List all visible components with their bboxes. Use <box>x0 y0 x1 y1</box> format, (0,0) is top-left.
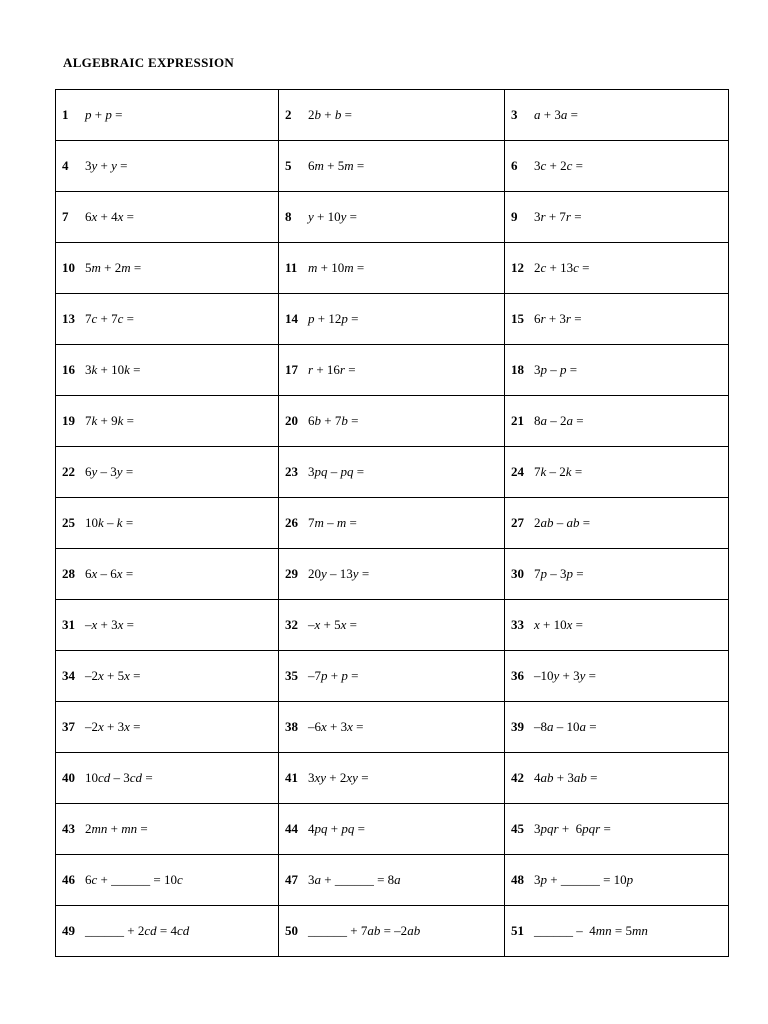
problem-number: 5 <box>285 158 292 173</box>
problem-number: 39 <box>511 719 524 734</box>
problem-cell <box>279 906 505 957</box>
problem-cell <box>279 396 505 447</box>
problem-number: 11 <box>285 260 298 275</box>
problem-expression: 7k – 2k = <box>534 464 583 479</box>
problem-expression: –2x + 5x = <box>85 668 141 683</box>
problem-number: 36 <box>511 668 524 683</box>
problem-expression: 2c + 13c = <box>534 260 590 275</box>
problem-cell <box>279 549 505 600</box>
problem-expression: 3a + ______ = 8a <box>308 872 401 887</box>
problem-expression: m + 10m = <box>308 260 365 275</box>
problem-number: 41 <box>285 770 298 785</box>
problem-number: 49 <box>62 923 75 938</box>
problem-number: 23 <box>285 464 298 479</box>
problem-number: 47 <box>285 872 298 887</box>
problem-cell <box>279 651 505 702</box>
problem-expression: –8a – 10a = <box>534 719 597 734</box>
problem-cell <box>279 90 505 141</box>
problem-row <box>56 651 729 702</box>
problem-number: 34 <box>62 668 75 683</box>
problem-cell <box>279 141 505 192</box>
problem-number: 14 <box>285 311 298 326</box>
problem-number: 10 <box>62 260 75 275</box>
problem-table-body <box>56 90 729 957</box>
problem-number: 9 <box>511 209 518 224</box>
problem-cell <box>505 651 729 702</box>
problem-cell <box>505 294 729 345</box>
problem-number: 25 <box>62 515 75 530</box>
worksheet-title: ALGEBRAIC EXPRESSION <box>63 55 235 70</box>
problem-cell <box>505 396 729 447</box>
problem-cell <box>505 141 729 192</box>
problem-number: 29 <box>285 566 298 581</box>
problem-row <box>56 294 729 345</box>
problem-cell <box>56 447 279 498</box>
problem-number: 32 <box>285 617 298 632</box>
problem-cell <box>279 447 505 498</box>
problem-row <box>56 753 729 804</box>
problem-cell <box>505 447 729 498</box>
problem-row <box>56 345 729 396</box>
problem-cell <box>56 498 279 549</box>
problem-cell <box>279 804 505 855</box>
problem-expression: 7c + 7c = <box>85 311 134 326</box>
problem-expression: 3p + ______ = 10p <box>534 872 634 887</box>
problem-number: 43 <box>62 821 75 836</box>
problem-number: 48 <box>511 872 524 887</box>
problem-row <box>56 600 729 651</box>
problem-expression: 3y + y = <box>85 158 128 173</box>
problem-number: 33 <box>511 617 524 632</box>
problem-number: 6 <box>511 158 518 173</box>
problem-cell <box>505 804 729 855</box>
problem-expression: a + 3a = <box>534 107 578 122</box>
problem-row <box>56 396 729 447</box>
problem-expression: y + 10y = <box>308 209 357 224</box>
problem-number: 3 <box>511 107 518 122</box>
problem-row <box>56 243 729 294</box>
problem-number: 13 <box>62 311 75 326</box>
problem-row <box>56 192 729 243</box>
problem-cell <box>56 192 279 243</box>
problem-cell <box>279 294 505 345</box>
problem-number: 8 <box>285 209 292 224</box>
problem-number: 22 <box>62 464 75 479</box>
problem-cell <box>505 600 729 651</box>
problem-number: 46 <box>62 872 75 887</box>
problem-expression: 10cd – 3cd = <box>85 770 153 785</box>
problem-cell <box>279 702 505 753</box>
problem-cell <box>279 192 505 243</box>
problem-cell <box>56 651 279 702</box>
problem-number: 18 <box>511 362 524 377</box>
problem-cell <box>505 549 729 600</box>
problem-cell <box>56 804 279 855</box>
problem-number: 19 <box>62 413 75 428</box>
problem-expression: 3c + 2c = <box>534 158 583 173</box>
problem-number: 50 <box>285 923 298 938</box>
problem-cell <box>279 753 505 804</box>
problem-expression: 6y – 3y = <box>85 464 134 479</box>
problem-expression: 6r + 3r = <box>534 311 582 326</box>
problem-number: 16 <box>62 362 75 377</box>
problem-expression: 8a – 2a = <box>534 413 584 428</box>
problem-number: 44 <box>285 821 298 836</box>
problem-number: 28 <box>62 566 75 581</box>
problem-cell <box>505 90 729 141</box>
problem-expression: 6b + 7b = <box>308 413 359 428</box>
problem-expression: 7m – m = <box>308 515 357 530</box>
problem-cell <box>56 600 279 651</box>
problem-expression: 7p – 3p = <box>534 566 584 581</box>
problem-expression: p + p = <box>85 107 123 122</box>
problem-cell <box>279 600 505 651</box>
problem-number: 15 <box>511 311 524 326</box>
problem-number: 40 <box>62 770 75 785</box>
problem-number: 4 <box>62 158 69 173</box>
problem-number: 38 <box>285 719 298 734</box>
problem-expression: 3xy + 2xy = <box>308 770 369 785</box>
problem-expression: 4ab + 3ab = <box>534 770 598 785</box>
problem-row <box>56 855 729 906</box>
problem-number: 17 <box>285 362 298 377</box>
problem-number: 26 <box>285 515 298 530</box>
problem-expression: 20y – 13y = <box>308 566 370 581</box>
problem-number: 42 <box>511 770 524 785</box>
problem-row <box>56 906 729 957</box>
problem-expression: –x + 5x = <box>308 617 357 632</box>
problem-row <box>56 804 729 855</box>
problem-expression: x + 10x = <box>534 617 583 632</box>
problem-cell <box>56 294 279 345</box>
problem-row <box>56 141 729 192</box>
problem-row <box>56 90 729 141</box>
problem-expression: 3p – p = <box>534 362 578 377</box>
problem-expression: –6x + 3x = <box>308 719 364 734</box>
problem-expression: ______ + 2cd = 4cd <box>85 923 190 938</box>
problem-cell <box>56 141 279 192</box>
problem-expression: –10y + 3y = <box>534 668 596 683</box>
problem-number: 31 <box>62 617 75 632</box>
problem-expression: 3k + 10k = <box>85 362 141 377</box>
problem-expression: ______ – 4mn = 5mn <box>534 923 648 938</box>
problem-expression: ______ + 7ab = –2ab <box>308 923 421 938</box>
problem-expression: 10k – k = <box>85 515 134 530</box>
problem-number: 20 <box>285 413 298 428</box>
problem-cell <box>56 345 279 396</box>
problem-row <box>56 498 729 549</box>
problem-expression: 4pq + pq = <box>308 821 365 836</box>
problem-cell <box>56 396 279 447</box>
problem-expression: 5m + 2m = <box>85 260 142 275</box>
problem-expression: p + 12p = <box>308 311 359 326</box>
problem-expression: 6x + 4x = <box>85 209 134 224</box>
problem-expression: 2mn + mn = <box>85 821 148 836</box>
problem-cell <box>56 855 279 906</box>
problem-expression: 3pqr + 6pqr = <box>534 821 611 836</box>
problem-expression: 6m + 5m = <box>308 158 365 173</box>
problem-expression: –x + 3x = <box>85 617 134 632</box>
problem-number: 12 <box>511 260 524 275</box>
problem-row <box>56 549 729 600</box>
problem-expression: 7k + 9k = <box>85 413 134 428</box>
problem-cell <box>56 549 279 600</box>
problem-number: 37 <box>62 719 75 734</box>
problem-cell <box>279 855 505 906</box>
problem-cell <box>279 243 505 294</box>
problem-cell <box>505 345 729 396</box>
problem-cell <box>505 192 729 243</box>
problem-expression: 3r + 7r = <box>534 209 582 224</box>
problem-row <box>56 702 729 753</box>
problem-cell <box>56 702 279 753</box>
problem-cell <box>505 906 729 957</box>
problem-cell <box>279 498 505 549</box>
problem-number: 2 <box>285 107 292 122</box>
problem-table <box>55 89 729 957</box>
problem-expression: 2ab – ab = <box>534 515 591 530</box>
problem-row <box>56 447 729 498</box>
problem-number: 21 <box>511 413 524 428</box>
problem-expression: r + 16r = <box>308 362 356 377</box>
problem-cell <box>56 753 279 804</box>
problem-number: 1 <box>62 107 69 122</box>
problem-number: 24 <box>511 464 524 479</box>
problem-number: 30 <box>511 566 524 581</box>
problem-expression: –2x + 3x = <box>85 719 141 734</box>
problem-expression: 2b + b = <box>308 107 352 122</box>
problem-cell <box>505 702 729 753</box>
problem-cell <box>279 345 505 396</box>
problem-cell <box>505 855 729 906</box>
problem-cell <box>56 243 279 294</box>
problem-number: 45 <box>511 821 524 836</box>
problem-number: 35 <box>285 668 298 683</box>
problem-cell <box>505 498 729 549</box>
problem-expression: 3pq – pq = <box>308 464 365 479</box>
problem-expression: 6x – 6x = <box>85 566 134 581</box>
problem-cell <box>505 753 729 804</box>
problem-cell <box>505 243 729 294</box>
problem-cell <box>56 906 279 957</box>
problem-number: 27 <box>511 515 524 530</box>
problem-number: 7 <box>62 209 69 224</box>
problem-number: 51 <box>511 923 524 938</box>
problem-expression: 6c + ______ = 10c <box>85 872 183 887</box>
problem-cell <box>56 90 279 141</box>
problem-expression: –7p + p = <box>308 668 359 683</box>
